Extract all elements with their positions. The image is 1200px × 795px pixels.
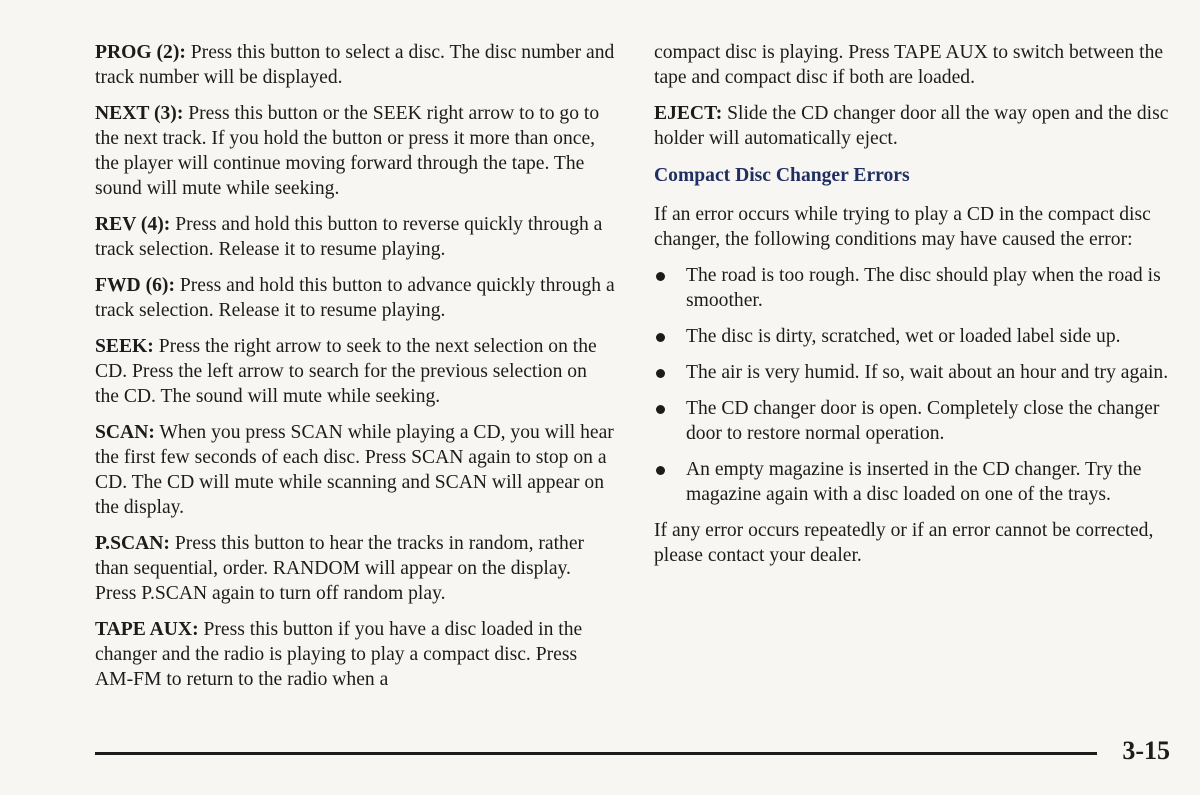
list-item bbox=[654, 457, 1174, 507]
scan-text: When you press SCAN while playing a CD, you will hear the first few seconds of each disc. Press SCAN again to stop on a CD. The CD will mute while scanning and SCAN will appear on the display. bbox=[95, 422, 614, 518]
bullet-icon bbox=[656, 405, 665, 414]
seek-text: Press the right arrow to seek to the next selection on the CD. Press the left arrow to search for the previous selection on the CD. The sound will mute while seeking. bbox=[95, 336, 597, 407]
intro-paragraph: If an error occurs while trying to play a CD in the compact disc changer, the following conditions may have caused the error: bbox=[654, 204, 1151, 250]
fwd-paragraph bbox=[95, 273, 615, 323]
left-column bbox=[95, 40, 615, 703]
bullet-icon bbox=[656, 466, 665, 475]
eject-term: EJECT: bbox=[654, 103, 723, 124]
fwd-text: Press and hold this button to advance quickly through a track selection. Release it to resume playing. bbox=[95, 275, 615, 321]
list-item-text: The disc is dirty, scratched, wet or loaded label side up. bbox=[686, 326, 1121, 347]
pscan-term: P.SCAN: bbox=[95, 533, 170, 554]
tape-aux-text: Press this button if you have a disc loaded in the changer and the radio is playing to play a compact disc. Press AM-FM to return to the radio when a bbox=[95, 619, 583, 690]
list-item-text: The road is too rough. The disc should play when the road is smoother. bbox=[686, 265, 1161, 311]
list-item-text: The CD changer door is open. Completely close the changer door to restore normal operation. bbox=[686, 398, 1160, 444]
bullet-icon bbox=[656, 333, 665, 342]
rev-term: REV (4): bbox=[95, 214, 171, 235]
tape-aux-term: TAPE AUX: bbox=[95, 619, 199, 640]
tape-aux-paragraph bbox=[95, 617, 615, 692]
eject-paragraph bbox=[654, 101, 1174, 151]
list-item-text: An empty magazine is inserted in the CD changer. Try the magazine again with a disc loaded on one of the trays. bbox=[686, 459, 1142, 505]
eject-text: Slide the CD changer door all the way open and the disc holder will automatically eject. bbox=[654, 103, 1169, 149]
list-item bbox=[654, 360, 1174, 385]
section-heading: Compact Disc Changer Errors bbox=[654, 165, 910, 186]
pscan-text: Press this button to hear the tracks in random, rather than sequential, order. RANDOM will appear on the display. Press P.SCAN again to turn off random play. bbox=[95, 533, 585, 604]
rev-text: Press and hold this button to reverse quickly through a track selection. Release it to resume playing. bbox=[95, 214, 603, 260]
closing-paragraph: If any error occurs repeatedly or if an error cannot be corrected, please contact your dealer. bbox=[654, 520, 1154, 566]
prog-paragraph bbox=[95, 40, 615, 90]
scan-paragraph bbox=[95, 420, 615, 520]
bullet-icon bbox=[656, 272, 665, 281]
right-column bbox=[654, 40, 1174, 579]
list-item-text: The air is very humid. If so, wait about an hour and try again. bbox=[686, 362, 1169, 383]
rev-paragraph bbox=[95, 212, 615, 262]
pscan-paragraph bbox=[95, 531, 615, 606]
next-paragraph bbox=[95, 101, 615, 201]
next-text: Press this button or the SEEK right arrow to to go to the next track. If you hold the button or press it more than once, the player will continue moving forward through the tape. The sound will mute while seeking. bbox=[95, 103, 600, 199]
seek-paragraph bbox=[95, 334, 615, 409]
fwd-term: FWD (6): bbox=[95, 275, 175, 296]
seek-term: SEEK: bbox=[95, 336, 154, 357]
prog-text: Press this button to select a disc. The disc number and track number will be displayed. bbox=[95, 42, 615, 88]
bullet-icon bbox=[656, 369, 665, 378]
page-number: 3-15 bbox=[1122, 736, 1170, 765]
prog-term: PROG (2): bbox=[95, 42, 186, 63]
error-conditions-list bbox=[654, 263, 1174, 507]
continuation-paragraph: compact disc is playing. Press TAPE AUX to switch between the tape and compact disc if both are loaded. bbox=[654, 42, 1164, 88]
next-term: NEXT (3): bbox=[95, 103, 184, 124]
scan-term: SCAN: bbox=[95, 422, 155, 443]
footer-rule bbox=[95, 752, 1097, 755]
list-item bbox=[654, 263, 1174, 313]
list-item bbox=[654, 396, 1174, 446]
list-item bbox=[654, 324, 1174, 349]
